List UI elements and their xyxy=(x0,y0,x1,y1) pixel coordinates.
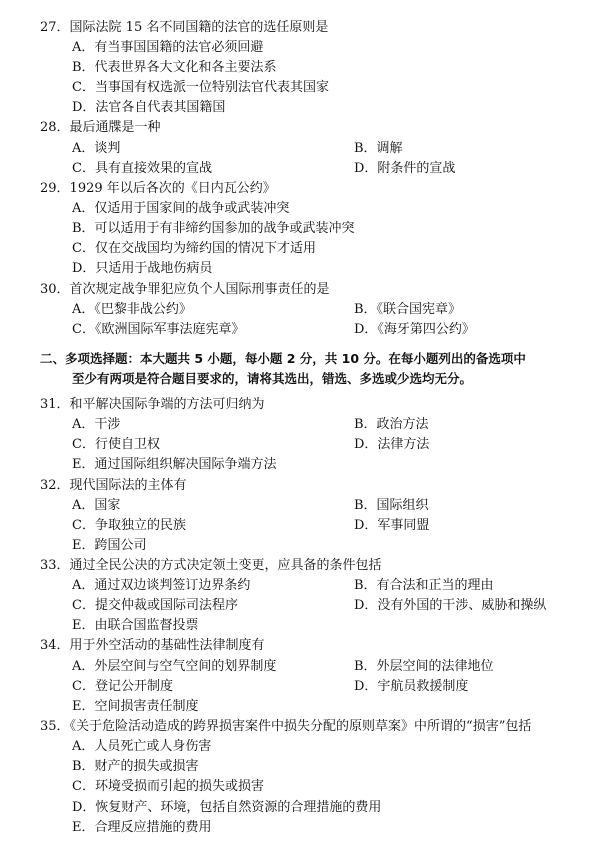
answer-option: A．外层空间与空气空间的划界制度 xyxy=(72,659,277,674)
answer-option: B．可以适用于有非缔约国参加的战争或武装冲突 xyxy=(72,221,355,236)
answer-option: B．《联合国宪章》 xyxy=(354,302,462,317)
answer-option: C．具有直接效果的宣战 xyxy=(72,161,212,176)
answer-option: A．通过双边谈判签订边界条约 xyxy=(72,578,251,593)
answer-option: D．军事同盟 xyxy=(354,518,430,533)
answer-option: E．合理反应措施的费用 xyxy=(72,820,212,835)
answer-option: A．仅适用于国家间的战争或武装冲突 xyxy=(72,201,290,216)
answer-option: E．由联合国监督投票 xyxy=(72,618,199,633)
answer-option: B．财产的损失或损害 xyxy=(72,759,199,774)
answer-option: D．法官各自代表其国籍国 xyxy=(72,100,226,115)
answer-option: D．附条件的宣战 xyxy=(354,161,456,176)
answer-option: D．恢复财产、环境，包括自然资源的合理措施的费用 xyxy=(72,800,382,815)
answer-option: C．提交仲裁或国际司法程序 xyxy=(72,598,238,613)
answer-option: D．宇航员救援制度 xyxy=(354,679,469,694)
question-stem: 30．首次规定战争罪犯应负个人国际刑事责任的是 xyxy=(40,282,330,297)
answer-option: E．通过国际组织解决国际争端方法 xyxy=(72,457,277,472)
answer-option: C．当事国有权选派一位特别法官代表其国家 xyxy=(72,80,329,95)
answer-option: C．仅在交战国均为缔约国的情况下才适用 xyxy=(72,241,316,256)
answer-option: C．《欧洲国际军事法庭宪章》 xyxy=(72,322,245,337)
question-stem: 33．通过全民公决的方式决定领土变更，应具备的条件包括 xyxy=(40,558,382,573)
answer-option: C．环境受损而引起的损失或损害 xyxy=(72,779,264,794)
answer-option: D．《海牙第四公约》 xyxy=(354,322,475,337)
answer-option: A．人员死亡或人身伤害 xyxy=(72,739,212,754)
answer-option: D．法律方法 xyxy=(354,437,430,452)
answer-option: A．国家 xyxy=(72,498,121,513)
section-header: 二、多项选择题：本大题共 5 小题，每小题 2 分，共 10 分。在每小题列出的备选项中 xyxy=(40,351,526,366)
question-stem: 31．和平解决国际争端的方法可归纳为 xyxy=(40,397,265,412)
answer-option: B．国际组织 xyxy=(354,498,429,513)
answer-option: B．调解 xyxy=(354,141,403,156)
answer-option: B．代表世界各大文化和各主要法系 xyxy=(72,60,277,75)
question-stem: 29．1929 年以后各次的《日内瓦公约》 xyxy=(40,181,276,196)
answer-option: B．政治方法 xyxy=(354,417,429,432)
answer-option: D．只适用于战地伤病员 xyxy=(72,261,213,276)
answer-option: D．没有外国的干涉、威胁和操纵 xyxy=(354,598,547,613)
question-stem: 27．国际法院 15 名不同国籍的法官的选任原则是 xyxy=(40,20,329,35)
question-stem: 35．《关于危险活动造成的跨界损害案件中损失分配的原则草案》中所谓的“损害”包括 xyxy=(40,719,532,734)
answer-option: A．《巴黎非战公约》 xyxy=(72,302,192,317)
question-stem: 28．最后通牒是一种 xyxy=(40,120,161,135)
question-stem: 32．现代国际法的主体有 xyxy=(40,478,187,493)
answer-option: C．行使自卫权 xyxy=(72,437,160,452)
answer-option: A．谈判 xyxy=(72,141,121,156)
answer-option: E．空间损害责任制度 xyxy=(72,699,199,714)
answer-option: A．干涉 xyxy=(72,417,121,432)
question-stem: 34．用于外空活动的基础性法律制度有 xyxy=(40,638,265,653)
answer-option: B．有合法和正当的理由 xyxy=(354,578,494,593)
answer-option: E．跨国公司 xyxy=(72,538,147,553)
answer-option: C．争取独立的民族 xyxy=(72,518,186,533)
answer-option: A．有当事国国籍的法官必须回避 xyxy=(72,40,264,55)
section-header: 至少有两项是符合题目要求的，请将其选出，错选、多选或少选均无分。 xyxy=(72,371,473,386)
answer-option: B．外层空间的法律地位 xyxy=(354,659,494,674)
answer-option: C．登记公开制度 xyxy=(72,679,173,694)
